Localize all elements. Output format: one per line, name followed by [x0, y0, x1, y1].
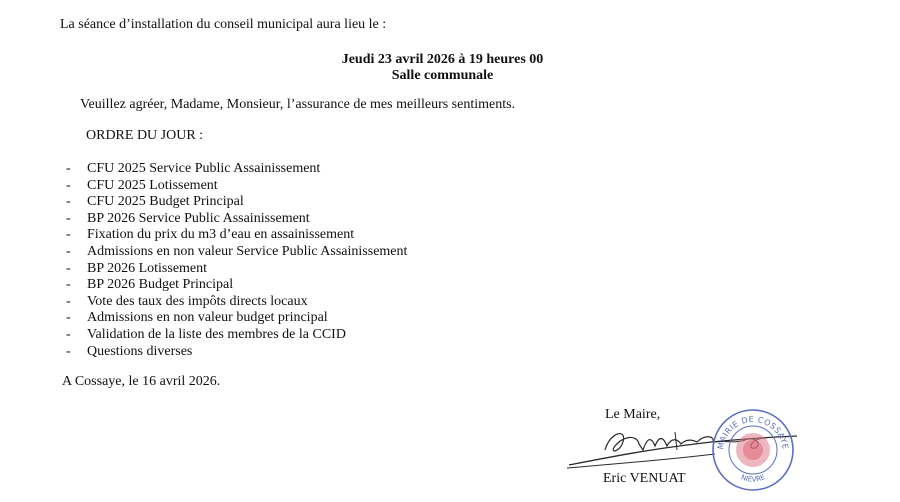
agenda-item [66, 327, 407, 344]
agenda-bullet: - [66, 293, 71, 309]
agenda-item-label: Vote des taux des impôts directs locaux [87, 293, 308, 309]
agenda-item [66, 277, 407, 294]
agenda-item [66, 344, 407, 361]
agenda-item-label: BP 2026 Budget Principal [87, 277, 234, 293]
agenda-item-label: Admissions en non valeur budget principal [87, 310, 328, 326]
mairie-stamp [711, 408, 795, 492]
mayor-title: Le Maire, [605, 407, 661, 422]
agenda-item-label: CFU 2025 Lotissement [87, 177, 218, 193]
agenda-list [66, 161, 407, 360]
agenda-bullet: - [66, 310, 71, 326]
agenda-item-label: BP 2026 Lotissement [87, 260, 208, 276]
intro-text: La séance d’installation du conseil municipal aura lieu le : [60, 17, 387, 32]
agenda-bullet: - [66, 227, 71, 243]
agenda-item-label: Fixation du prix du m3 d’eau en assainissement [87, 227, 355, 243]
agenda-bullet: - [66, 260, 71, 276]
agenda-bullet: - [66, 194, 71, 210]
svg-text:NIEVRE [740, 473, 767, 484]
meeting-place: Salle communale [391, 68, 494, 83]
signoff-place-date: A Cossaye, le 16 avril 2026. [62, 374, 221, 389]
agenda-item [66, 294, 407, 311]
meeting-datetime: Jeudi 23 avril 2026 à 19 heures 00 [341, 52, 544, 67]
agenda-title: ORDRE DU JOUR : [86, 128, 204, 143]
agenda-item-label: Admissions en non valeur Service Public Assainissement [87, 243, 408, 259]
agenda-item [66, 194, 407, 211]
agenda-item [66, 310, 407, 327]
agenda-bullet: - [66, 243, 71, 259]
agenda-item [66, 211, 407, 228]
agenda-item [66, 261, 407, 278]
agenda-item [66, 178, 407, 195]
mayor-name: Eric VENUAT [603, 471, 686, 486]
agenda-item-label: BP 2026 Service Public Assainissement [87, 210, 310, 226]
stamp-top-text: MAIRIE DE COSSAYE [715, 414, 790, 451]
agenda-bullet: - [66, 326, 71, 342]
agenda-item-label: Validation de la liste des membres de la CCID [87, 326, 346, 342]
agenda-item [66, 244, 407, 261]
meeting-info [0, 52, 885, 84]
agenda-bullet: - [66, 210, 71, 226]
agenda-item-label: Questions diverses [87, 343, 193, 359]
agenda-bullet: - [66, 343, 71, 359]
agenda-item [66, 227, 407, 244]
stamp-bottom-text: NIEVRE [739, 473, 767, 484]
agenda-bullet: - [66, 277, 71, 293]
agenda-item [66, 161, 407, 178]
agenda-item-label: CFU 2025 Budget Principal [87, 194, 244, 210]
greeting-text: Veuillez agréer, Madame, Monsieur, l’assurance de mes meilleurs sentiments. [80, 97, 516, 112]
agenda-bullet: - [66, 161, 71, 176]
agenda-item-label: CFU 2025 Service Public Assainissement [87, 161, 321, 176]
agenda-bullet: - [66, 177, 71, 193]
